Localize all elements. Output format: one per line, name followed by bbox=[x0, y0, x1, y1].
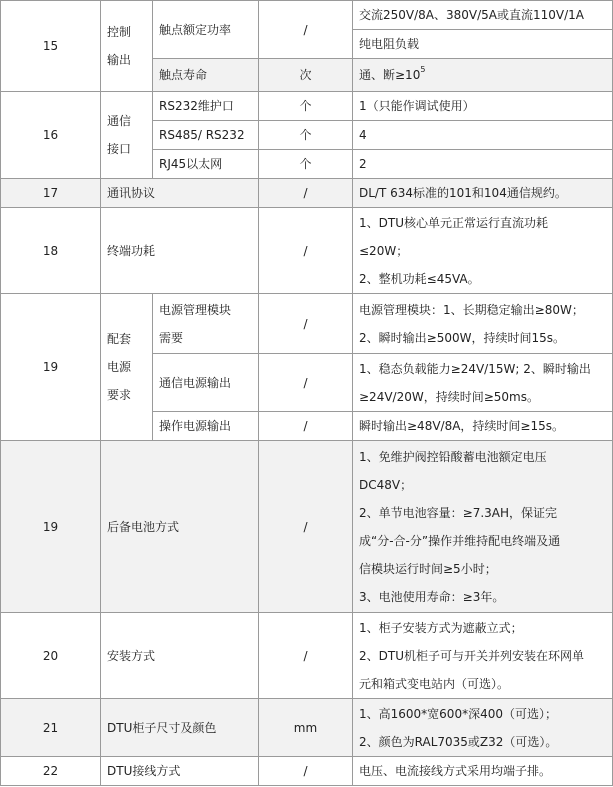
category-line: 接口 bbox=[107, 142, 132, 156]
item-name: RJ45以太网 bbox=[153, 150, 259, 179]
item-name: DTU接线方式 bbox=[101, 757, 259, 786]
value-line: 纯电阻负载 bbox=[353, 30, 613, 59]
category-line: 电源 bbox=[107, 360, 132, 374]
value-line: 1、免维护阀控铅酸蓄电池额定电压 bbox=[359, 449, 547, 464]
unit-cell: / bbox=[259, 613, 353, 699]
table-row bbox=[1, 294, 613, 354]
value-cell bbox=[353, 208, 613, 294]
value-line: 电源管理模块：1、长期稳定输出≥80W； bbox=[359, 302, 584, 317]
category-cell bbox=[101, 294, 153, 441]
item-name bbox=[153, 294, 259, 354]
value-cell bbox=[353, 294, 613, 354]
value-line: 1、DTU核心单元正常运行直流功耗 bbox=[359, 215, 548, 230]
value-cell: 瞬时输出≥48V/8A，持续时间≥15s。 bbox=[353, 412, 613, 441]
unit-cell: / bbox=[259, 294, 353, 354]
row-index: 17 bbox=[1, 179, 101, 208]
value-line: 1、柜子安装方式为遮蔽立式； bbox=[359, 620, 523, 635]
category-line: 通信 bbox=[107, 114, 132, 128]
item-name: 安装方式 bbox=[101, 613, 259, 699]
row-index: 18 bbox=[1, 208, 101, 294]
item-name: RS232维护口 bbox=[153, 92, 259, 121]
unit-cell: 个 bbox=[259, 92, 353, 121]
value-cell bbox=[353, 59, 613, 92]
table-row bbox=[1, 757, 613, 786]
value-line: DC48V； bbox=[359, 477, 413, 492]
unit-cell: / bbox=[259, 441, 353, 613]
item-name: DTU柜子尺寸及颜色 bbox=[101, 699, 259, 757]
value-cell: 2 bbox=[353, 150, 613, 179]
value-cell bbox=[353, 699, 613, 757]
value-line: 2、整机功耗≤45VA。 bbox=[359, 271, 480, 286]
value-line: ≥24V/20W，持续时间≥50ms。 bbox=[359, 389, 539, 404]
value-cell bbox=[353, 354, 613, 412]
item-name-line: 电源管理模块 bbox=[159, 302, 232, 317]
category-line: 配套 bbox=[107, 332, 132, 346]
row-index: 16 bbox=[1, 92, 101, 179]
unit-cell: 次 bbox=[259, 59, 353, 92]
item-name: 通讯协议 bbox=[101, 179, 259, 208]
category-cell bbox=[101, 1, 153, 92]
value-cell bbox=[353, 613, 613, 699]
row-index: 15 bbox=[1, 1, 101, 92]
unit-cell: / bbox=[259, 757, 353, 786]
row-index: 22 bbox=[1, 757, 101, 786]
table-row bbox=[1, 92, 613, 121]
value-line: ≤20W； bbox=[359, 243, 409, 258]
unit-cell: / bbox=[259, 1, 353, 59]
table-row bbox=[1, 613, 613, 699]
table-row bbox=[1, 1, 613, 30]
value-line: 2、瞬时输出≥500W，持续时间15s。 bbox=[359, 330, 565, 345]
item-name: RS485/ RS232 bbox=[153, 121, 259, 150]
value-line: 成“分-合-分”操作并维持配电终端及通 bbox=[359, 533, 561, 548]
unit-cell: 个 bbox=[259, 150, 353, 179]
unit-cell: / bbox=[259, 179, 353, 208]
row-index: 19 bbox=[1, 441, 101, 613]
unit-cell: / bbox=[259, 412, 353, 441]
item-name-line: 需要 bbox=[159, 330, 184, 345]
category-line: 输出 bbox=[107, 53, 132, 67]
row-index: 19 bbox=[1, 294, 101, 441]
value-line: 2、DTU机柜子可与开关并列安装在环网单 bbox=[359, 648, 584, 663]
value-text: 通、断≥10 bbox=[359, 68, 421, 82]
value-line: 1、高1600*宽600*深400（可选）； bbox=[359, 706, 557, 721]
unit-cell: 个 bbox=[259, 121, 353, 150]
value-cell: 4 bbox=[353, 121, 613, 150]
table-row bbox=[1, 179, 613, 208]
value-line: 2、颜色为RAL7035或Z32（可选）。 bbox=[359, 734, 558, 749]
table-row bbox=[1, 699, 613, 757]
value-cell: 电压、电流接线方式采用均端子排。 bbox=[353, 757, 613, 786]
value-line: 元和箱式变电站内（可选）。 bbox=[359, 676, 510, 691]
table-row bbox=[1, 441, 613, 613]
value-cell: 1（只能作调试使用） bbox=[353, 92, 613, 121]
value-line: 交流250V/8A、380V/5A或直流110V/1A bbox=[353, 1, 613, 30]
unit-cell: mm bbox=[259, 699, 353, 757]
item-name: 操作电源输出 bbox=[153, 412, 259, 441]
item-name: 通信电源输出 bbox=[153, 354, 259, 412]
value-cell bbox=[353, 441, 613, 613]
value-line: 2、单节电池容量：≥7.3AH，保证完 bbox=[359, 505, 558, 520]
item-name: 后备电池方式 bbox=[101, 441, 259, 613]
item-name: 触点寿命 bbox=[153, 59, 259, 92]
value-cell: DL/T 634标准的101和104通信规约。 bbox=[353, 179, 613, 208]
unit-cell: / bbox=[259, 354, 353, 412]
category-line: 控制 bbox=[107, 25, 132, 39]
item-name: 终端功耗 bbox=[101, 208, 259, 294]
category-line: 要求 bbox=[107, 388, 132, 402]
value-line: 1、稳态负载能力≥24V/15W; 2、瞬时输出 bbox=[359, 361, 591, 376]
row-index: 20 bbox=[1, 613, 101, 699]
row-index: 21 bbox=[1, 699, 101, 757]
item-name: 触点额定功率 bbox=[153, 1, 259, 59]
superscript: 5 bbox=[420, 65, 426, 74]
table-row bbox=[1, 208, 613, 294]
unit-cell: / bbox=[259, 208, 353, 294]
category-cell bbox=[101, 92, 153, 179]
value-line: 3、电池使用寿命：≥3年。 bbox=[359, 589, 505, 604]
value-line: 信模块运行时间≥5小时； bbox=[359, 561, 497, 576]
